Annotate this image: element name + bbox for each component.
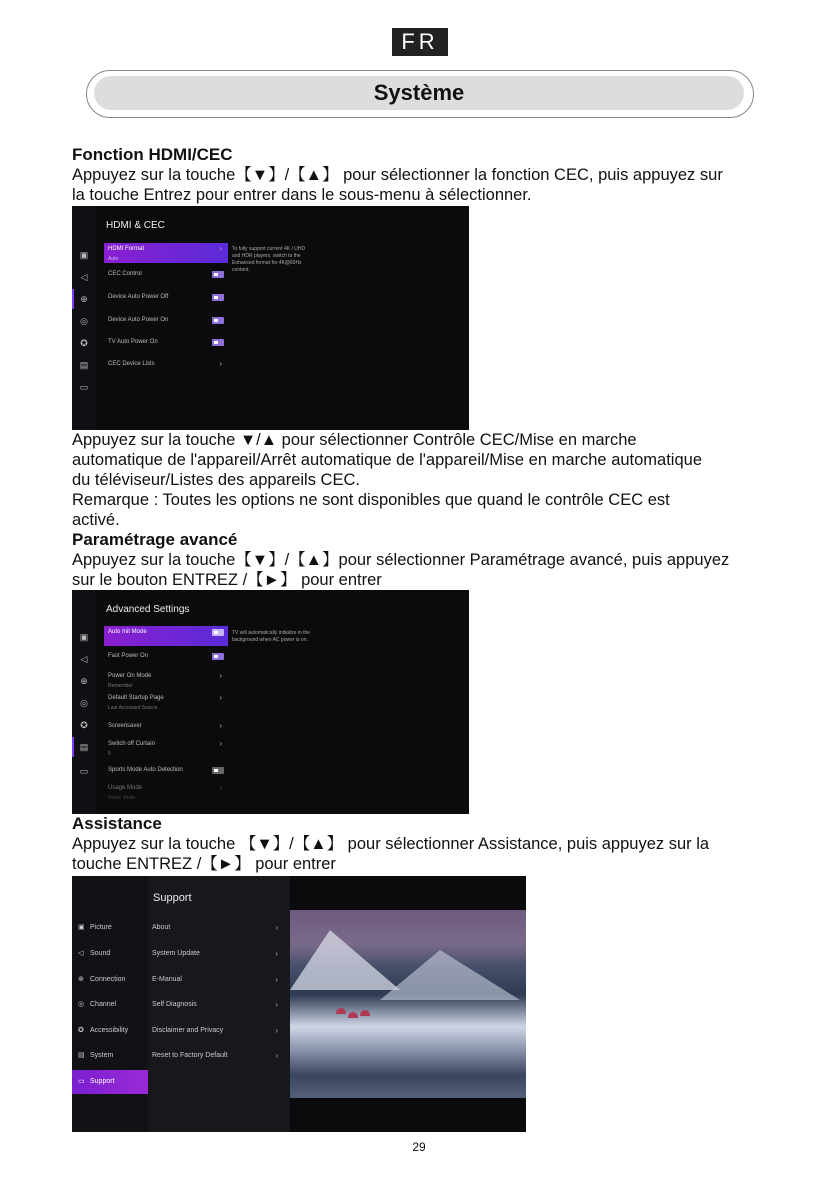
- picture-icon: ▣: [79, 250, 89, 260]
- item-label: E-Manual: [152, 976, 182, 983]
- paragraph-line: Remarque : Toutes les options ne sont disponibles que quand le contrôle CEC est: [72, 491, 670, 509]
- sound-icon: ◁: [80, 654, 88, 664]
- category-label: Accessibility: [90, 1027, 129, 1034]
- item-value: 5: [108, 751, 111, 757]
- category-label: Connection: [90, 976, 126, 983]
- channel-icon: ◎: [80, 698, 88, 708]
- menu-item-about[interactable]: [152, 916, 284, 940]
- system-icon: ▤: [77, 740, 91, 754]
- tv-screenshot-hdmi-cec: [72, 206, 469, 430]
- item-label: Fast Power On: [108, 653, 149, 659]
- item-value: Remember: [108, 683, 133, 689]
- menu-item-cec-device-lists[interactable]: [104, 358, 228, 378]
- background-mountain-image: [290, 910, 526, 1098]
- section-heading-advanced-settings: Paramétrage avancé: [72, 530, 238, 549]
- picture-icon: ▣: [79, 632, 89, 642]
- item-label: Power On Mode: [108, 673, 152, 679]
- connection-icon: ⊕: [80, 676, 88, 686]
- paragraph-line: Appuyez sur la touche ▼/▲ pour sélectionner Contrôle CEC/Mise en marche: [72, 431, 637, 449]
- chevron-right-icon: ›: [275, 949, 278, 958]
- menu-item-switch-off-curtain[interactable]: [104, 738, 228, 758]
- menu-item-screensaver[interactable]: [104, 720, 228, 740]
- chevron-right-icon: ›: [219, 244, 222, 253]
- item-label: Sports Mode Auto Detection: [108, 767, 183, 773]
- toggle-switch[interactable]: [212, 339, 224, 346]
- paragraph-line: du téléviseur/Listes des appareils CEC.: [72, 471, 360, 489]
- menu-item-reset-to-factory-default[interactable]: [152, 1044, 284, 1068]
- tv-screenshot-support: [72, 876, 526, 1132]
- paragraph-line: Appuyez sur la touche【▼】/【▲】 pour sélectionner la fonction CEC, puis appuyez sur: [72, 166, 723, 184]
- accessibility-icon: ✪: [80, 338, 88, 348]
- picture-icon: ▣: [78, 924, 85, 931]
- toggle-switch[interactable]: [212, 653, 224, 660]
- item-label: Switch off Curtain: [108, 741, 155, 747]
- mountain-peak: [380, 950, 520, 1000]
- chevron-right-icon: ›: [219, 359, 222, 368]
- item-label: Device Auto Power Off: [108, 294, 169, 300]
- chevron-right-icon: ›: [275, 1000, 278, 1009]
- section-heading-support: Assistance: [72, 814, 162, 833]
- item-label: HDMI Format: [108, 246, 144, 252]
- toggle-switch[interactable]: [212, 317, 224, 324]
- sound-icon: ◁: [78, 950, 84, 957]
- menu-item-sports-mode-auto-detection[interactable]: [104, 764, 228, 784]
- tent-shape: [360, 1010, 370, 1016]
- paragraph-line: activé.: [72, 511, 120, 529]
- page-title: Système: [94, 76, 744, 110]
- tv-sidebar: [72, 590, 96, 814]
- tv-screenshot-advanced-settings: [72, 590, 469, 814]
- page-number: 29: [412, 1140, 426, 1154]
- chevron-right-icon: ›: [275, 1026, 278, 1035]
- item-value: Home Mode: [108, 795, 136, 801]
- support-icon: ▭: [78, 1078, 85, 1085]
- category-label: Support: [90, 1078, 115, 1085]
- item-label: Default Startup Page: [108, 695, 164, 701]
- sound-icon: ◁: [80, 272, 88, 282]
- chevron-right-icon: ›: [219, 671, 222, 680]
- category-support[interactable]: [72, 1070, 148, 1094]
- system-icon: ▤: [78, 1052, 85, 1059]
- paragraph-line: automatique de l'appareil/Arrêt automatique de l'appareil/Mise en marche automatique: [72, 451, 703, 469]
- category-picture[interactable]: [72, 916, 148, 940]
- category-label: Sound: [90, 950, 111, 957]
- item-label: Auto Init Mode: [108, 629, 147, 635]
- support-icon: ▭: [79, 382, 89, 392]
- category-channel[interactable]: [72, 993, 148, 1017]
- chevron-right-icon: ›: [219, 783, 222, 792]
- item-label: Device Auto Power On: [108, 317, 169, 323]
- toggle-switch[interactable]: [212, 629, 224, 636]
- support-menu: [148, 876, 290, 1132]
- chevron-right-icon: ›: [219, 739, 222, 748]
- option-description: To fully support current 4K / UHD and HDR players, switch to the Enhanced format for 4K@60Hz content.: [232, 246, 306, 273]
- screen-title: HDMI & CEC: [106, 220, 165, 231]
- item-label: TV Auto Power On: [108, 339, 158, 345]
- item-label: System Update: [152, 950, 200, 957]
- category-system[interactable]: [72, 1044, 148, 1068]
- tv-sidebar: [72, 206, 96, 430]
- screen-title: Support: [153, 892, 192, 904]
- toggle-switch[interactable]: [212, 271, 224, 278]
- chevron-right-icon: ›: [275, 1051, 278, 1060]
- item-value: Last Accessed Source: [108, 705, 158, 711]
- menu-item-default-startup-page[interactable]: [104, 692, 228, 712]
- category-label: System: [90, 1052, 114, 1059]
- menu-item-power-on-mode[interactable]: [104, 670, 228, 690]
- menu-item-e-manual[interactable]: [152, 968, 284, 992]
- chevron-right-icon: ›: [275, 975, 278, 984]
- menu-item-cec-control[interactable]: [104, 268, 228, 288]
- category-accessibility[interactable]: [72, 1019, 148, 1043]
- support-icon: ▭: [79, 766, 89, 776]
- chevron-right-icon: ›: [219, 721, 222, 730]
- menu-item-fast-power-on[interactable]: [104, 650, 228, 670]
- paragraph-line: la touche Entrez pour entrer dans le sous-menu à sélectionner.: [72, 186, 532, 204]
- accessibility-icon: ✪: [78, 1027, 84, 1034]
- menu-item-system-update[interactable]: [152, 942, 284, 966]
- item-label: Screensaver: [108, 723, 142, 729]
- paragraph-line: Appuyez sur la touche 【▼】/【▲】 pour sélectionner Assistance, puis appuyez sur la: [72, 835, 710, 853]
- option-description: TV will automatically initialize in the background when AC power is on.: [232, 630, 311, 643]
- tent-shape: [336, 1008, 346, 1014]
- menu-item-usage-mode[interactable]: [104, 782, 228, 802]
- chevron-right-icon: ›: [275, 923, 278, 932]
- section-heading-hdmi-cec: Fonction HDMI/CEC: [72, 145, 233, 164]
- item-label: About: [152, 924, 171, 931]
- channel-icon: ◎: [78, 1001, 85, 1008]
- category-connection[interactable]: [72, 968, 148, 992]
- item-label: Self Diagnosis: [152, 1001, 197, 1008]
- item-value: Auto: [108, 256, 119, 262]
- item-label: CEC Control: [108, 271, 142, 277]
- menu-item-hdmi-format[interactable]: [104, 243, 228, 263]
- paragraph-line: sur le bouton ENTREZ /【►】 pour entrer: [72, 571, 382, 589]
- paragraph-line: touche ENTREZ /【►】 pour entrer: [72, 855, 336, 873]
- menu-item-auto-init-mode[interactable]: [104, 626, 228, 646]
- paragraph-line: Appuyez sur la touche【▼】/【▲】pour sélectionner Paramétrage avancé, puis appuyez: [72, 551, 730, 569]
- menu-item-tv-auto-power-on[interactable]: [104, 336, 228, 356]
- toggle-switch[interactable]: [212, 294, 224, 301]
- chevron-right-icon: ›: [219, 693, 222, 702]
- connection-icon: ⊕: [78, 976, 84, 983]
- item-label: CEC Device Lists: [108, 361, 155, 367]
- category-label: Picture: [90, 924, 112, 931]
- system-icon: ▤: [79, 360, 89, 370]
- menu-item-device-auto-power-off[interactable]: [104, 291, 228, 311]
- menu-item-device-auto-power-on[interactable]: [104, 314, 228, 334]
- tent-shape: [348, 1012, 358, 1018]
- accessibility-icon: ✪: [80, 720, 88, 730]
- menu-item-self-diagnosis[interactable]: [152, 993, 284, 1017]
- item-label: Usage Mode: [108, 785, 143, 791]
- item-label: Reset to Factory Default: [152, 1052, 228, 1059]
- connection-icon: ⊕: [77, 292, 91, 306]
- screen-title: Advanced Settings: [106, 604, 190, 615]
- language-badge: FR: [392, 28, 448, 56]
- toggle-switch[interactable]: [212, 767, 224, 774]
- category-sound[interactable]: [72, 942, 148, 966]
- menu-item-disclaimer-and-privacy[interactable]: [152, 1019, 284, 1043]
- channel-icon: ◎: [80, 316, 88, 326]
- item-label: Disclaimer and Privacy: [152, 1027, 224, 1034]
- category-label: Channel: [90, 1001, 117, 1008]
- settings-category-list: [72, 876, 148, 1132]
